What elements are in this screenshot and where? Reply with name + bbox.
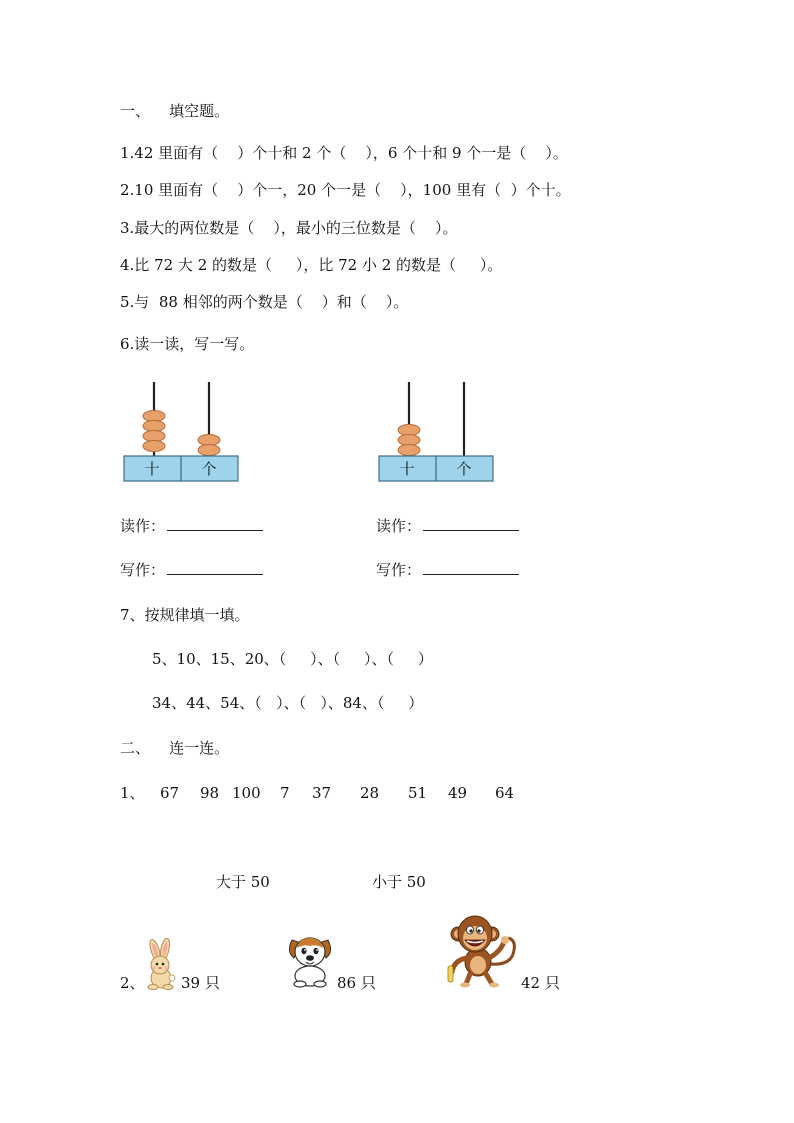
write-answer-blank-right[interactable] <box>423 560 519 575</box>
q2-prefix: 2、 <box>120 974 145 992</box>
abacus-right <box>377 380 495 484</box>
greater-than-50-label[interactable]: 大于 50 <box>216 873 270 891</box>
question-5: 5.与 88 相邻的两个数是（ ）和（ ）。 <box>120 293 409 311</box>
monkey-count: 42 只 <box>521 974 560 992</box>
monkey-icon <box>440 912 524 988</box>
question-2: 2.10 里面有（ ）个一，20 个一是（ ），100 里有（ ）个十。 <box>120 181 571 199</box>
write-row-right <box>376 560 519 580</box>
tens-beads <box>398 425 420 456</box>
number-51[interactable]: 51 <box>408 784 428 802</box>
q1-prefix: 1、 <box>120 784 145 802</box>
read-row-right <box>376 516 519 536</box>
dog-count: 86 只 <box>337 974 376 992</box>
write-row-left <box>120 560 263 580</box>
number-37[interactable]: 37 <box>312 784 332 802</box>
number-67[interactable]: 67 <box>160 784 180 802</box>
question-6: 6.读一读，写一写。 <box>120 335 255 353</box>
read-row-left <box>120 516 263 536</box>
ones-beads <box>198 435 220 456</box>
read-answer-blank-left[interactable] <box>167 516 263 531</box>
rabbit-icon <box>140 938 186 990</box>
section-one-heading: 一、 填空题。 <box>120 102 230 120</box>
question-4: 4.比 72 大 2 的数是（ ），比 72 小 2 的数是（ ）。 <box>120 256 503 274</box>
abacus-left <box>122 380 240 484</box>
number-64[interactable]: 64 <box>495 784 515 802</box>
write-answer-blank-left[interactable] <box>167 560 263 575</box>
question-3: 3.最大的两位数是（ ），最小的三位数是（ ）。 <box>120 219 458 237</box>
number-28[interactable]: 28 <box>360 784 380 802</box>
number-98[interactable]: 98 <box>200 784 220 802</box>
dog-icon <box>284 930 336 988</box>
tens-beads <box>143 411 165 452</box>
abacus-right-tens-label: 十 <box>399 460 415 478</box>
question-1: 1.42 里面有（ ）个十和 2 个（ ），6 个十和 9 个一是（ ）。 <box>120 144 568 162</box>
question-7: 7、按规律填一填。 <box>120 606 250 624</box>
number-7[interactable]: 7 <box>280 784 290 802</box>
read-label: 读作： <box>376 517 422 535</box>
number-100[interactable]: 100 <box>232 784 261 802</box>
section-two-heading: 二、 连一连。 <box>120 739 230 757</box>
abacus-left-ones-label: 个 <box>201 460 217 478</box>
write-label: 写作： <box>376 561 422 579</box>
number-49[interactable]: 49 <box>448 784 468 802</box>
sequence-1: 5、10、15、20、（ ）、（ ）、（ ） <box>152 650 433 668</box>
sequence-2: 34、44、54、（ ）、（ ）、84、（ ） <box>152 694 424 712</box>
read-label: 读作： <box>120 517 166 535</box>
abacus-right-ones-label: 个 <box>456 460 472 478</box>
write-label: 写作： <box>120 561 166 579</box>
less-than-50-label[interactable]: 小于 50 <box>372 873 426 891</box>
abacus-left-tens-label: 十 <box>144 460 160 478</box>
rabbit-count: 39 只 <box>181 974 220 992</box>
read-answer-blank-right[interactable] <box>423 516 519 531</box>
